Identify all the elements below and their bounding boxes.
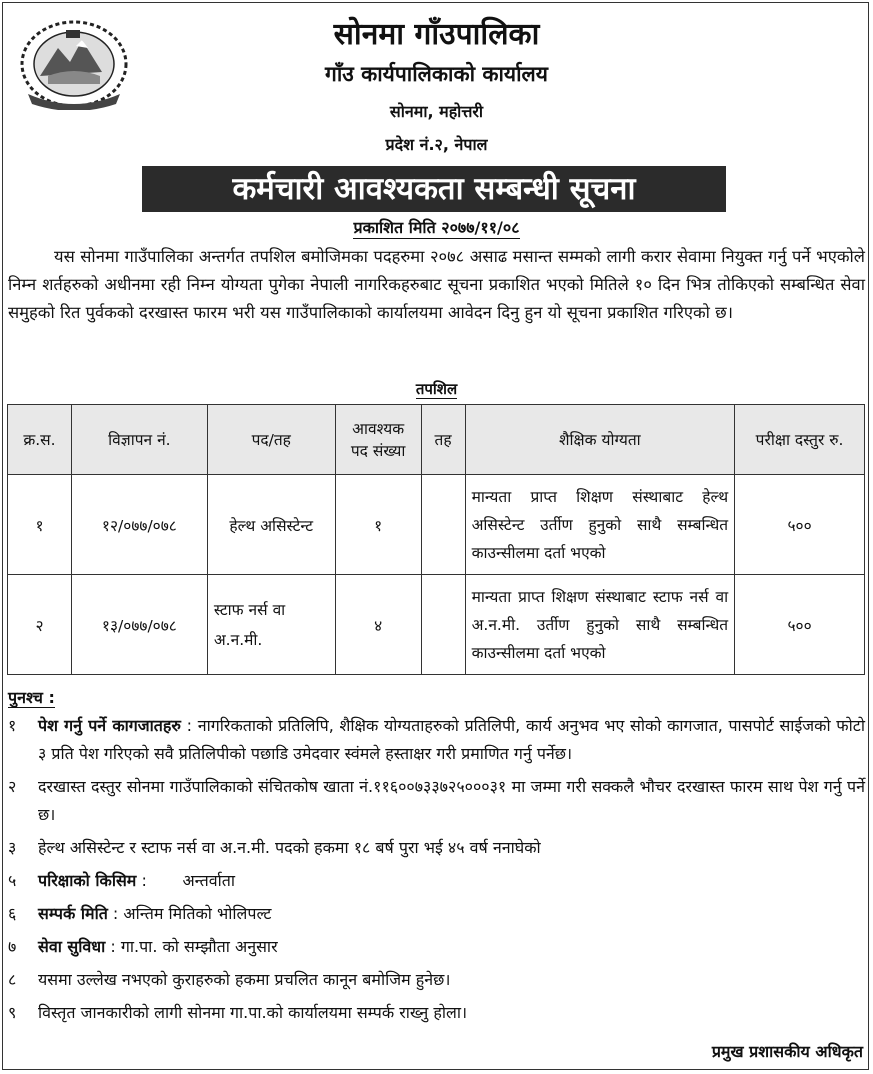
- item-number: ६: [8, 904, 17, 923]
- published-date-text: प्रकाशित मिति २०७७/११/०८: [353, 218, 520, 237]
- list-item: [8, 773, 865, 829]
- col-header-fee: परीक्षा दस्तुर रु.: [735, 405, 865, 475]
- item-number: ७: [8, 937, 17, 956]
- list-item: [8, 933, 865, 961]
- municipality-name: सोनमा गाँउपालिका: [333, 17, 540, 52]
- published-date: [0, 216, 873, 238]
- item-text: [38, 933, 865, 961]
- cell-ad-no: १३/०७७/०७८: [71, 575, 207, 675]
- postscript-title-text: पुनश्च :: [8, 688, 55, 707]
- item-number: १: [8, 716, 17, 735]
- item-text: [38, 867, 865, 895]
- item-body: : गा.पा. को सम्झौता अनुसार: [105, 937, 278, 956]
- item-body: दरखास्त दस्तुर सोनमा गाउँपालिकाको संचितकोष खाता नं.११६००७३३७२५०००३१ मा जम्मा गरी सक्कलै भौचर दरखास्त फारम साथ पेश गर्नु पर्ने छ।: [38, 777, 865, 824]
- col-header-required-line2: पद संख्या: [350, 441, 406, 460]
- cell-count: १: [335, 475, 421, 575]
- item-label: सम्पर्क मिति: [38, 904, 108, 923]
- table-header-row: [8, 405, 865, 475]
- office-name: गाँउ कार्यपालिकाको कार्यालय: [325, 62, 548, 86]
- col-header-required: [335, 405, 421, 475]
- list-item: [8, 834, 865, 862]
- province-line: प्रदेश नं.२, नेपाल: [385, 135, 488, 154]
- item-text: [38, 712, 865, 768]
- item-label: सेवा सुविधा: [38, 937, 106, 956]
- item-number: ९: [8, 1003, 17, 1022]
- postscript-title: [8, 686, 55, 708]
- table-caption-text: तपशिल: [415, 380, 458, 398]
- col-header-qualification: शैक्षिक योग्यता: [465, 405, 735, 475]
- col-header-sn: क्र.स.: [8, 405, 72, 475]
- item-label: पेश गर्नु पर्ने कागजातहरु: [38, 716, 181, 735]
- office-location: सोनमा, महोत्तरी: [389, 102, 484, 121]
- list-item: [8, 999, 865, 1027]
- col-header-ad-no: विज्ञापन नं.: [71, 405, 207, 475]
- item-body: हेल्थ असिस्टेन्ट र स्टाफ नर्स वा अ.न.मी. पदको हकमा १८ बर्ष पुरा भई ४५ वर्ष ननाघेको: [38, 838, 541, 857]
- table-caption: [0, 379, 873, 399]
- col-header-required-line1: आवश्यक: [352, 419, 405, 438]
- item-number: ८: [8, 970, 17, 989]
- item-text: [38, 834, 865, 862]
- item-label: परिक्षाको किसिम: [38, 871, 137, 890]
- item-body: यसमा उल्लेख नभएको कुराहरुको हकमा प्रचलित कानून बमोजिम हुनेछ।: [38, 970, 451, 989]
- signatory-title: प्रमुख प्रशासकीय अधिकृत: [711, 1042, 863, 1061]
- cell-post: हेल्थ असिस्टेन्ट: [207, 475, 335, 575]
- cell-fee: ५००: [735, 575, 865, 675]
- cell-level: [421, 575, 465, 675]
- item-text: [38, 966, 865, 994]
- table-row: [8, 475, 865, 575]
- item-body: विस्तृत जानकारीको लागी सोनमा गा.पा.को कार्यालयमा सम्पर्क राख्नु होला।: [38, 1003, 468, 1022]
- cell-ad-no: १२/०७७/०७८: [71, 475, 207, 575]
- list-item: [8, 900, 865, 928]
- vacancy-table: [7, 404, 865, 675]
- cell-qualification: मान्यता प्राप्त शिक्षण संस्थाबाट स्टाफ नर्स वा अ.न.मी. उर्तीण हुनुको साथै सम्बन्धित काउन्सीलमा दर्ता भएको: [465, 575, 735, 675]
- cell-qualification: मान्यता प्राप्त शिक्षण संस्थाबाट हेल्थ असिस्टेन्ट उर्तीण हुनुको साथै सम्बन्धित काउन्सीलमा दर्ता भएको: [465, 475, 735, 575]
- item-number: ५: [8, 871, 17, 890]
- intro-paragraph: यस सोनमा गाउँपालिका अन्तर्गत तपशिल बमोजिमका पदहरुमा २०७८ असाढ मसान्त सम्मको लागी करार सेवामा नियुक्त गर्नु पर्ने भएकोले निम्न शर्तहरुको अधीनमा रही निम्न योग्यता पुगेका नेपाली नागरिकहरुबाट सूचना प्रकाशित भएको मितिले १० दिन भित्र तोकिएको सम्बन्धित सेवा समुहको रित पुर्वकको दरखास्त फारम भरी यस गाउँपालिकाको कार्यालयमा आवेदन दिनु हुन यो सूचना प्रकाशित गरिएको छ।: [8, 247, 865, 322]
- item-text: [38, 900, 865, 928]
- cell-level: [421, 475, 465, 575]
- cell-sn: १: [8, 475, 72, 575]
- item-number: २: [8, 777, 17, 796]
- postscript-list: [8, 712, 865, 1032]
- list-item: [8, 966, 865, 994]
- item-text: [38, 999, 865, 1027]
- notice-title-banner: कर्मचारी आवश्यकता सम्बन्धी सूचना: [142, 166, 726, 212]
- cell-post: स्टाफ नर्स वा अ.न.मी.: [207, 575, 335, 675]
- item-body: : अन्तिम मितिको भोलिपल्ट: [107, 904, 272, 923]
- list-item: [8, 712, 865, 768]
- item-number: ३: [8, 838, 17, 857]
- col-header-level: तह: [421, 405, 465, 475]
- item-body: : नागरिकताको प्रतिलिपि, शैक्षिक योग्यताहरुको प्रतिलिपी, कार्य अनुभव भए सोको कागजात, पासपोर्ट साईजको फोटो ३ प्रति पेश गरिएको सवै प्रतिलिपीको पछाडि उमेदवार स्वंमले हस्ताक्षर गरी प्रमाणित गर्नु पर्नेछ।: [38, 716, 865, 763]
- col-header-post: पद/तह: [207, 405, 335, 475]
- table-row: [8, 575, 865, 675]
- item-body: : अन्तर्वाता: [136, 871, 236, 890]
- item-text: [38, 773, 865, 829]
- cell-count: ४: [335, 575, 421, 675]
- cell-sn: २: [8, 575, 72, 675]
- list-item: [8, 867, 865, 895]
- cell-fee: ५००: [735, 475, 865, 575]
